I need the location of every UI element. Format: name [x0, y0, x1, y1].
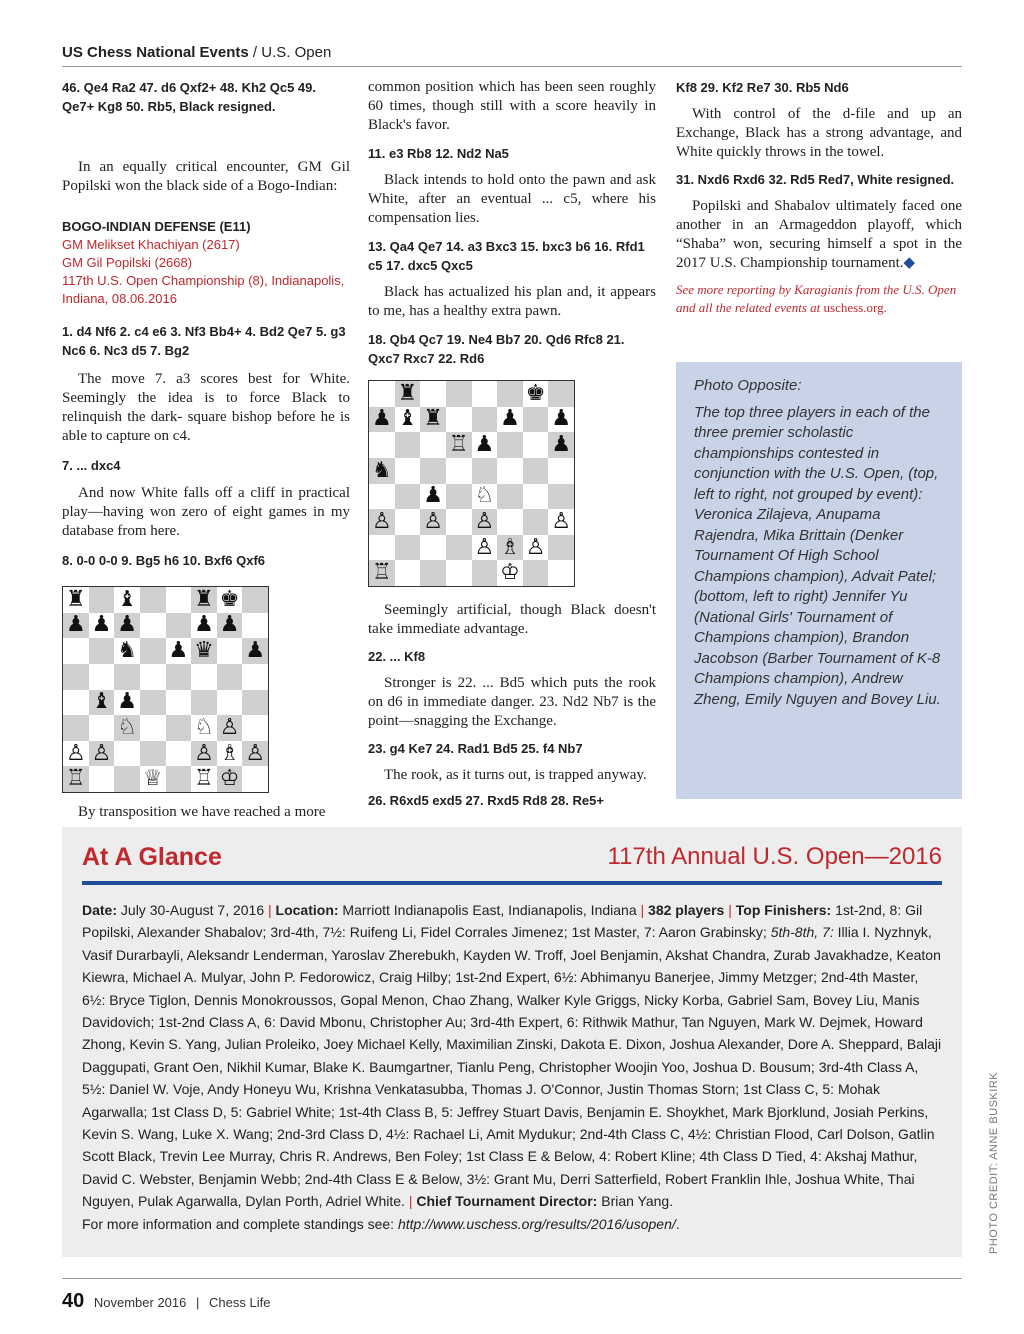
board-square	[497, 407, 523, 433]
paragraph: Seemingly artificial, though Black doesn't take immediate advantage.	[368, 602, 656, 637]
board-square	[523, 432, 549, 458]
board-square	[369, 535, 395, 561]
board-square	[191, 613, 217, 639]
paragraph-text: Popilski and Shabalov ultimately faced one another in an Armageddon playoff, which “Shaba” won, securing himself a spot in the 2017 U.S. Championship tournament.	[676, 198, 962, 271]
chess-piece-icon: ♘	[117, 714, 137, 740]
chess-piece-icon: ♜	[194, 586, 214, 612]
board-square	[114, 741, 140, 767]
board-square	[548, 509, 574, 535]
top-finishers-label: Top Finishers:	[735, 902, 832, 918]
board-square	[166, 715, 192, 741]
board-square	[497, 509, 523, 535]
moves-block: 23. g4 Ke7 24. Rad1 Bd5 25. f4 Nb7	[368, 741, 583, 756]
board-square	[497, 432, 523, 458]
chess-piece-icon: ♙	[423, 508, 443, 534]
board-square	[217, 664, 243, 690]
column-3	[676, 78, 962, 317]
photo-caption-box	[676, 362, 962, 799]
chess-piece-icon: ♟	[245, 638, 266, 664]
board-square	[140, 690, 166, 716]
board-square	[89, 664, 115, 690]
board-square	[63, 587, 89, 613]
board-square	[497, 458, 523, 484]
board-square	[140, 613, 166, 639]
chess-piece-icon: ♜	[423, 406, 443, 432]
board-square	[446, 560, 472, 586]
photo-caption-text: The top three players in each of the three premier scholastic championships contested in conjunction with the U.S. Open, (top, left to right, not grouped by event): Veronica Zilajeva, Anupama Rajendra, Mika Brittain (Denker Tournament Of High School Champions champion), Advait Patel; (bottom, left to right) Jennifer Yu (National Girls' Tournament of Champions champion), Brandon Jacobson (Barber Tournament of K-8 Champions champion), Andrew Zheng, Emily Nguyen and Bovey Liu.	[694, 403, 941, 708]
paragraph: And now White falls off a cliff in practical play—having won zero of eight games in my database from here.	[62, 485, 350, 539]
board-square	[140, 715, 166, 741]
board-square	[369, 407, 395, 433]
chess-piece-icon: ♟	[423, 483, 443, 509]
board-square	[89, 766, 115, 792]
board-square	[140, 587, 166, 613]
chess-piece-icon: ♔	[219, 766, 240, 792]
board-square	[63, 613, 89, 639]
paragraph	[676, 197, 962, 273]
board-square	[395, 458, 421, 484]
board-square	[523, 535, 549, 561]
board-square	[446, 535, 472, 561]
board-square	[369, 484, 395, 510]
section-title: US Chess National Events	[62, 44, 249, 61]
board-square	[191, 715, 217, 741]
white-player: GM Melikset Khachiyan (2617)	[62, 237, 240, 252]
separator: |	[268, 902, 272, 918]
paragraph: The move 7. a3 scores best for White. Seemingly the idea is to force Black to relinquish the dark- square bishop before he is able to capture on c4.	[62, 371, 350, 444]
finishers-text: Illia I. Nyzhnyk, Vasif Durarbayli, Aleksandr Lenderman, Yaroslav Zherebukh, Kayden W. Troff, Joel Benjamin, Akshat Chandra, Zurab Javakhadze, Keaton Kiewra, Michael A. Mulyar, John P. Fedorowicz, Craig Hilby; 1st-2nd Expert, 6½: Abhimanyu Banerjee, Jimmy Metzger; 2nd-4th Master, 6½: Bryce Tiglon, Dennis Monokroussos, Gopal Menon, Chao Zhang, Walker Kyle Griggs, Nicky Korba, Gabriel Sam, Bovey Liu, Manis Davidovich; 1st-2nd Class A, 6: David Mbonu, Christopher Au; 3rd-4th Expert, 6: Rithwik Mathur, Tan Nguyen, Mark W. Dejmek, Howard Zhong, Kevin S. Yang, Julian Proleiko, Joey Michael Kelly, Maximilian Zinski, Dakota E. Dixon, Joshua Alexander, Dore A. Sheppard, Balaji Daggupati, Grant Oen, Nikhil Kumar, Blake K. Baumgartner, Tianlu Peng, Christopher Woojin Yoo, Joshua D. Bousum; 3rd-4th Class A, 5½: Daniel W. Voje, Andy Honeyu Wu, Krishna Venkatasubba, Thomas J. O'Connor, Justin Thomas Storn; 1st Class C, 5: Mohak Agarwalla; 1st Class D, 5: Gabriel White; 1st-4th Class B, 5: Jeffrey Stuart Davis, Benjamin E. Shoykhet, Mark Bjorklund, Josiah Perkins, Kevin S. Wang, Luke X. Wang; 2nd-3rd Class D, 4½: Rachael Li, Amit Mydukur; 2nd-4th Class C, 4½: Christian Flood, Carl Dolson, Gatlin Scott Black, Trevin Lee Murray, Chris R. Andrews, Ben Foley; 1st Class E & Below, 4: Robert Kline; 4th Class D Tied, 4: Akshaj Mathur, David C. Webster, Benjamin Webb; 2nd-4th Class E & Below, 3½: Grant Mu, Derri Satterfield, Robert Franklin Ihle, Joshua White, Thai Nguyen, Pulak Agarwalla, Dylan Porth, Adriel White.	[82, 924, 942, 1210]
board-square	[89, 690, 115, 716]
footer-divider: |	[196, 1295, 200, 1310]
board-square	[369, 509, 395, 535]
column-1	[62, 78, 350, 822]
chess-piece-icon: ♟	[65, 612, 86, 638]
paragraph: Black has actualized his plan and, it appears to me, has a healthy extra pawn.	[368, 284, 656, 319]
board-square	[420, 381, 446, 407]
board-square	[523, 484, 549, 510]
board-square	[217, 587, 243, 613]
board-square	[548, 560, 574, 586]
board-square	[217, 613, 243, 639]
chess-piece-icon: ♛	[194, 638, 214, 664]
board-square	[446, 509, 472, 535]
separator: |	[408, 1193, 413, 1210]
board-square	[369, 432, 395, 458]
at-a-glance-box	[62, 827, 962, 1257]
board-square	[63, 715, 89, 741]
moves-block: 18. Qb4 Qc7 19. Ne4 Bb7 20. Qd6 Rfc8 21. Qxc7 Rxc7 22. Rd6	[368, 332, 625, 366]
board-square	[548, 432, 574, 458]
board-square	[523, 509, 549, 535]
chess-piece-icon: ♟	[117, 612, 137, 638]
location-label: Location:	[275, 902, 339, 918]
chess-piece-icon: ♝	[397, 406, 418, 432]
board-square	[446, 407, 472, 433]
chess-diagram-1	[62, 586, 269, 793]
board-square	[548, 381, 574, 407]
chess-piece-icon: ♖	[448, 432, 469, 458]
chess-piece-icon: ♙	[371, 508, 392, 534]
chess-piece-icon: ♟	[551, 432, 572, 458]
chess-piece-icon: ♙	[91, 740, 112, 766]
board-square	[166, 664, 192, 690]
board-square	[369, 560, 395, 586]
board-square	[63, 638, 89, 664]
board-square	[446, 381, 472, 407]
web-note	[676, 281, 962, 317]
board-square	[472, 484, 498, 510]
glance-title: At A Glance	[82, 843, 222, 871]
board-square	[89, 741, 115, 767]
chess-piece-icon: ♙	[551, 508, 572, 534]
finishers-italic: 5th-8th, 7:	[770, 924, 834, 941]
paragraph: In an equally critical encounter, GM Gil Popilski won the black side of a Bogo-Indian:	[62, 159, 350, 194]
chess-piece-icon: ♟	[168, 638, 189, 664]
board-square	[446, 458, 472, 484]
chess-piece-icon: ♗	[500, 534, 520, 560]
board-square	[114, 664, 140, 690]
glance-subtitle: 117th Annual U.S. Open—2016	[607, 843, 942, 870]
players-count: 382 players	[648, 902, 725, 918]
chess-piece-icon: ♟	[194, 612, 214, 638]
moves-block: 22. ... Kf8	[368, 649, 426, 664]
chess-piece-icon: ♞	[117, 638, 137, 664]
board-square	[420, 407, 446, 433]
board-square	[420, 458, 446, 484]
chess-piece-icon: ♗	[219, 740, 240, 766]
board-square	[497, 484, 523, 510]
chess-piece-icon: ♙	[474, 534, 495, 560]
board-square	[242, 638, 268, 664]
footer-rule	[62, 1278, 962, 1279]
board-square	[395, 381, 421, 407]
board-square	[395, 509, 421, 535]
board-square	[446, 432, 472, 458]
game-title: BOGO-INDIAN DEFENSE (E11)	[62, 219, 251, 234]
board-square	[89, 638, 115, 664]
moves-block: 7. ... dxc4	[62, 458, 121, 473]
board-square	[446, 484, 472, 510]
board-square	[191, 741, 217, 767]
board-square	[217, 690, 243, 716]
board-square	[395, 407, 421, 433]
board-square	[548, 458, 574, 484]
board-square	[472, 560, 498, 586]
uschess-link[interactable]: uschess.org.	[823, 300, 887, 315]
board-square	[548, 407, 574, 433]
board-square	[523, 381, 549, 407]
board-square	[140, 638, 166, 664]
moves-block: 31. Nxd6 Rxd6 32. Rd5 Red7, White resigned.	[676, 172, 955, 187]
black-player: GM Gil Popilski (2668)	[62, 255, 193, 270]
board-square	[166, 741, 192, 767]
board-square	[472, 535, 498, 561]
board-square	[140, 741, 166, 767]
location-value: Marriott Indianapolis East, Indianapolis, Indiana	[338, 902, 641, 918]
chess-piece-icon: ♟	[500, 406, 520, 432]
board-square	[89, 587, 115, 613]
board-square	[420, 509, 446, 535]
board-square	[497, 560, 523, 586]
moves-block: 11. e3 Rb8 12. Nd2 Na5	[368, 146, 509, 161]
chess-piece-icon: ♖	[371, 560, 392, 586]
paragraph: common position which has been seen roughly 60 times, though still with a score heavily in Black's favor.	[368, 79, 656, 133]
moves-block: 26. R6xd5 exd5 27. Rxd5 Rd8 28. Re5+	[368, 793, 604, 808]
board-square	[395, 535, 421, 561]
board-square	[63, 664, 89, 690]
board-square	[217, 741, 243, 767]
chess-piece-icon: ♙	[474, 508, 495, 534]
chess-piece-icon: ♙	[65, 740, 86, 766]
board-square	[395, 560, 421, 586]
chess-piece-icon: ♚	[219, 586, 240, 612]
moves-block: 8. 0-0 0-0 9. Bg5 h6 10. Bxf6 Qxf6	[62, 553, 266, 568]
date-label: Date:	[82, 902, 118, 918]
standings-link[interactable]: http://www.uschess.org/results/2016/usopen/	[397, 1215, 676, 1232]
chess-piece-icon: ♖	[194, 766, 214, 792]
board-square	[89, 715, 115, 741]
chess-diagram-2	[368, 380, 575, 587]
page-number: 40	[62, 1290, 85, 1312]
moves-block: 46. Qe4 Ra2 47. d6 Qxf2+ 48. Kh2 Qc5 49. Qe7+ Kg8 50. Rb5, Black resigned.	[62, 80, 317, 114]
board-square	[242, 690, 268, 716]
director-label: Chief Tournament Director:	[416, 1193, 598, 1210]
chess-piece-icon: ♜	[65, 586, 86, 612]
glance-body	[82, 899, 942, 1235]
board-square	[242, 664, 268, 690]
chess-piece-icon: ♔	[500, 560, 520, 586]
board-square	[523, 560, 549, 586]
chess-piece-icon: ♜	[397, 380, 418, 406]
date-value: July 30-August 7, 2016	[117, 902, 269, 918]
board-square	[114, 715, 140, 741]
note-text: See more reporting by Karagianis from the U.S. Open and all the related events at	[676, 282, 957, 315]
chess-piece-icon: ♝	[91, 689, 112, 715]
board-square	[191, 638, 217, 664]
more-info-text: For more information and complete standings see:	[82, 1215, 398, 1232]
paragraph: Black intends to hold onto the pawn and ask White, after an eventual ... c5, where his compensation lies.	[368, 172, 656, 226]
photo-caption-heading: Photo Opposite:	[694, 377, 802, 394]
board-square	[472, 509, 498, 535]
board-square	[369, 458, 395, 484]
paragraph: Stronger is 22. ... Bd5 which puts the rook on d6 in immediate danger. 23. Nd2 Nb7 is the point—snagging the Exchange.	[368, 675, 656, 729]
board-square	[523, 407, 549, 433]
board-square	[242, 715, 268, 741]
chess-piece-icon: ♟	[117, 689, 137, 715]
board-square	[166, 690, 192, 716]
board-square	[242, 741, 268, 767]
chess-piece-icon: ♟	[371, 406, 392, 432]
paragraph: With control of the d-file and up an Exchange, Black has a strong advantage, and White quickly throws in the towel.	[676, 106, 962, 160]
header-rule	[62, 66, 962, 67]
board-square	[472, 432, 498, 458]
board-square	[217, 715, 243, 741]
chess-piece-icon: ♟	[551, 406, 572, 432]
director-value: Brian Yang.	[597, 1193, 674, 1210]
subsection-title: U.S. Open	[261, 44, 332, 61]
column-2	[368, 78, 656, 810]
board-square	[420, 535, 446, 561]
board-square	[114, 690, 140, 716]
board-square	[420, 432, 446, 458]
board-square	[63, 741, 89, 767]
game-event: 117th U.S. Open Championship (8), Indianapolis, Indiana, 08.06.2016	[62, 273, 345, 306]
glance-rule	[82, 881, 942, 885]
chess-piece-icon: ♙	[245, 740, 266, 766]
magazine-name: Chess Life	[209, 1295, 271, 1310]
paragraph: By transposition we have reached a more	[78, 804, 326, 820]
chess-piece-icon: ♙	[219, 714, 240, 740]
board-square	[63, 766, 89, 792]
board-square	[191, 690, 217, 716]
moves-block: Kf8 29. Kf2 Re7 30. Rb5 Nd6	[676, 80, 849, 95]
board-square	[140, 664, 166, 690]
moves-block: 13. Qa4 Qe7 14. a3 Bxc3 15. bxc3 b6 16. Rfd1 c5 17. dxc5 Qxc5	[368, 239, 645, 273]
end-mark-icon: ◆	[903, 255, 916, 271]
moves-block: 1. d4 Nf6 2. c4 e6 3. Nf3 Bb4+ 4. Bd2 Qe7 5. g3 Nc6 6. Nc3 d5 7. Bg2	[62, 324, 346, 358]
board-square	[217, 638, 243, 664]
board-square	[523, 458, 549, 484]
chess-piece-icon: ♖	[65, 766, 86, 792]
issue-date: November 2016	[93, 1295, 187, 1310]
board-square	[191, 664, 217, 690]
separator: |	[728, 902, 732, 918]
board-square	[420, 484, 446, 510]
board-square	[548, 484, 574, 510]
chess-piece-icon: ♘	[474, 483, 495, 509]
chess-piece-icon: ♟	[91, 612, 112, 638]
board-square	[497, 381, 523, 407]
board-square	[369, 381, 395, 407]
chess-piece-icon: ♟	[219, 612, 240, 638]
board-square	[472, 458, 498, 484]
board-square	[242, 613, 268, 639]
paragraph: The rook, as it turns out, is trapped anyway.	[384, 767, 647, 783]
board-square	[166, 638, 192, 664]
board-square	[191, 766, 217, 792]
chess-piece-icon: ♕	[142, 766, 163, 792]
board-square	[548, 535, 574, 561]
header-slash: /	[248, 44, 262, 61]
board-square	[166, 766, 192, 792]
board-square	[191, 587, 217, 613]
board-square	[114, 587, 140, 613]
chess-piece-icon: ♞	[371, 457, 392, 483]
chess-piece-icon: ♙	[194, 740, 214, 766]
running-header	[62, 44, 962, 61]
board-square	[114, 638, 140, 664]
board-square	[140, 766, 166, 792]
more-info-end: .	[675, 1215, 680, 1232]
chess-piece-icon: ♙	[525, 534, 546, 560]
board-square	[472, 407, 498, 433]
board-square	[420, 560, 446, 586]
board-square	[63, 690, 89, 716]
board-square	[395, 432, 421, 458]
chess-piece-icon: ♟	[474, 432, 495, 458]
board-square	[166, 613, 192, 639]
finishers-text: 1st-2nd, 8: Gil Popilski, Alexander Shabalov; 3rd-4th, 7½: Ruifeng Li, Fidel Corrales Jimenez; 1st Master, 7: Aaron Grabinsky;	[82, 902, 923, 941]
board-square	[217, 766, 243, 792]
chess-piece-icon: ♝	[117, 586, 137, 612]
board-square	[497, 535, 523, 561]
board-square	[114, 613, 140, 639]
chess-piece-icon: ♚	[525, 380, 546, 406]
chess-piece-icon: ♘	[194, 714, 214, 740]
board-square	[242, 587, 268, 613]
separator: |	[640, 902, 645, 918]
board-square	[166, 587, 192, 613]
board-square	[395, 484, 421, 510]
board-square	[472, 381, 498, 407]
board-square	[242, 766, 268, 792]
board-square	[89, 613, 115, 639]
board-square	[114, 766, 140, 792]
page-footer	[62, 1290, 270, 1313]
photo-credit: PHOTO CREDIT: ANNE BUSKIRK	[988, 1071, 1000, 1254]
